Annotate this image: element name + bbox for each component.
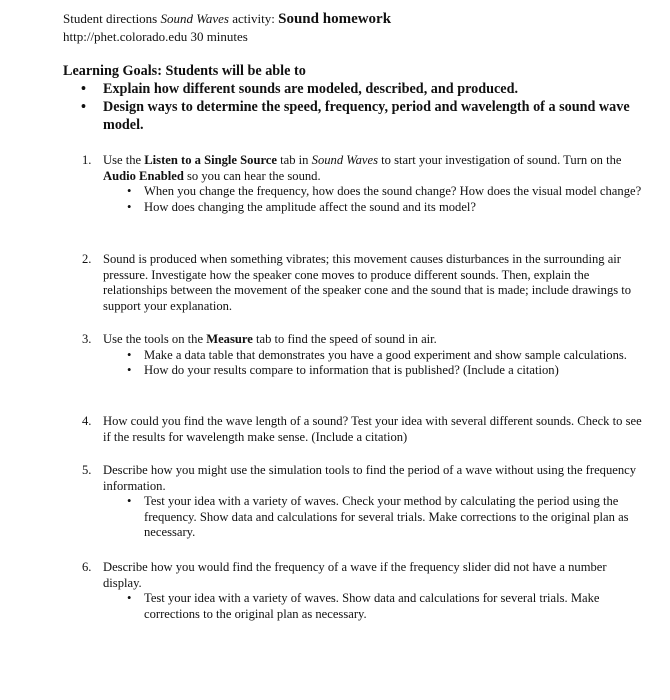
task-number: 2. bbox=[82, 252, 92, 266]
task-subitem bbox=[82, 184, 642, 200]
subitem-text: When you change the frequency, how does the sound change? How does the visual model change? bbox=[144, 184, 642, 198]
sim-name: Sound Waves bbox=[311, 153, 378, 167]
bullet-icon: • bbox=[127, 494, 132, 508]
task-2 bbox=[82, 252, 642, 314]
task-5 bbox=[82, 463, 642, 541]
bullet-icon: • bbox=[127, 347, 132, 362]
bullet-icon: • bbox=[81, 81, 86, 97]
task-number: 1. bbox=[82, 153, 92, 167]
subitem-text: Test your idea with a variety of waves. Check your method by calculating the period using the frequency. Show data and calculations for several trials. Make corrections to the original plan as necessary. bbox=[144, 494, 629, 539]
task-6 bbox=[82, 560, 642, 622]
task-subitem bbox=[82, 591, 642, 622]
goal-text: Design ways to determine the speed, frequency, period and wavelength of a sound wave model. bbox=[103, 99, 630, 133]
learning-goals-title: Learning Goals: Students will be able to bbox=[63, 63, 306, 79]
task-4 bbox=[82, 414, 642, 445]
header-sim-name: Sound Waves bbox=[160, 11, 229, 26]
subitem-text: How does changing the amplitude affect the sound and its model? bbox=[144, 199, 477, 214]
task-text-part: to start your investigation of sound. Turn on the bbox=[378, 153, 622, 167]
task-text: How could you find the wave length of a sound? Test your idea with several different sounds. Check to see if the results for wavelength make sense. (Include a citation) bbox=[103, 414, 642, 444]
header-prefix: Student directions bbox=[63, 11, 161, 26]
header-title-line bbox=[63, 10, 663, 28]
goal-item bbox=[63, 80, 663, 98]
subitem-text: How do your results compare to information that is published? (Include a citation) bbox=[144, 363, 559, 377]
bullet-icon: • bbox=[127, 363, 132, 377]
task-subitem bbox=[82, 200, 642, 216]
task-number: 3. bbox=[82, 332, 92, 346]
task-text: Describe how you might use the simulation tools to find the period of a wave without using the frequency information. bbox=[103, 463, 637, 493]
bullet-icon: • bbox=[81, 99, 86, 115]
task-text-part: so you can hear the sound. bbox=[183, 168, 321, 183]
task-number: 5. bbox=[82, 463, 92, 477]
bullet-icon: • bbox=[127, 199, 132, 214]
task-text-part: tab in bbox=[277, 153, 312, 167]
goal-text: Explain how different sounds are modeled, described, and produced. bbox=[103, 81, 519, 97]
task-number: 6. bbox=[82, 560, 92, 574]
task-text: Describe how you would find the frequency of a wave if the frequency slider did not have a number display. bbox=[103, 560, 607, 590]
task-text-part: Use the bbox=[103, 153, 145, 167]
subitem-text: Make a data table that demonstrates you have a good experiment and show sample calculations. bbox=[144, 347, 627, 362]
subitem-text: Test your idea with a variety of waves. Show data and calculations for several trials. Make corrections to the original plan as necessary. bbox=[144, 591, 600, 621]
bullet-icon: • bbox=[127, 184, 132, 198]
header-url-line: http://phet.colorado.edu 30 minutes bbox=[63, 29, 248, 44]
task-number: 4. bbox=[82, 414, 92, 428]
task-3 bbox=[82, 332, 642, 379]
task-text-part: tab to find the speed of sound in air. bbox=[252, 332, 437, 346]
task-text bbox=[103, 332, 642, 348]
task-subitem bbox=[82, 348, 642, 364]
tab-name: Measure bbox=[206, 332, 253, 346]
bullet-icon: • bbox=[127, 591, 132, 605]
task-subitem bbox=[82, 494, 642, 541]
goal-item bbox=[63, 98, 663, 134]
header-activity-label: activity: bbox=[229, 11, 279, 26]
learning-goals bbox=[63, 62, 663, 134]
task-text bbox=[103, 153, 642, 184]
task-text-part: Use the tools on the bbox=[103, 332, 207, 346]
task-1 bbox=[82, 153, 642, 215]
tab-name: Listen to a Single Source bbox=[144, 153, 277, 167]
option-name: Audio Enabled bbox=[103, 168, 184, 183]
header bbox=[63, 10, 663, 45]
header-title: Sound homework bbox=[278, 11, 392, 27]
task-text: Sound is produced when something vibrates; this movement causes disturbances in the surrounding air pressure. Investigate how the speaker cone moves to produce different sounds. Then, explain the relationships between the movement of the speaker cone and the sound that is made; include drawings to support your explanation. bbox=[103, 252, 632, 313]
task-subitem bbox=[82, 363, 642, 379]
